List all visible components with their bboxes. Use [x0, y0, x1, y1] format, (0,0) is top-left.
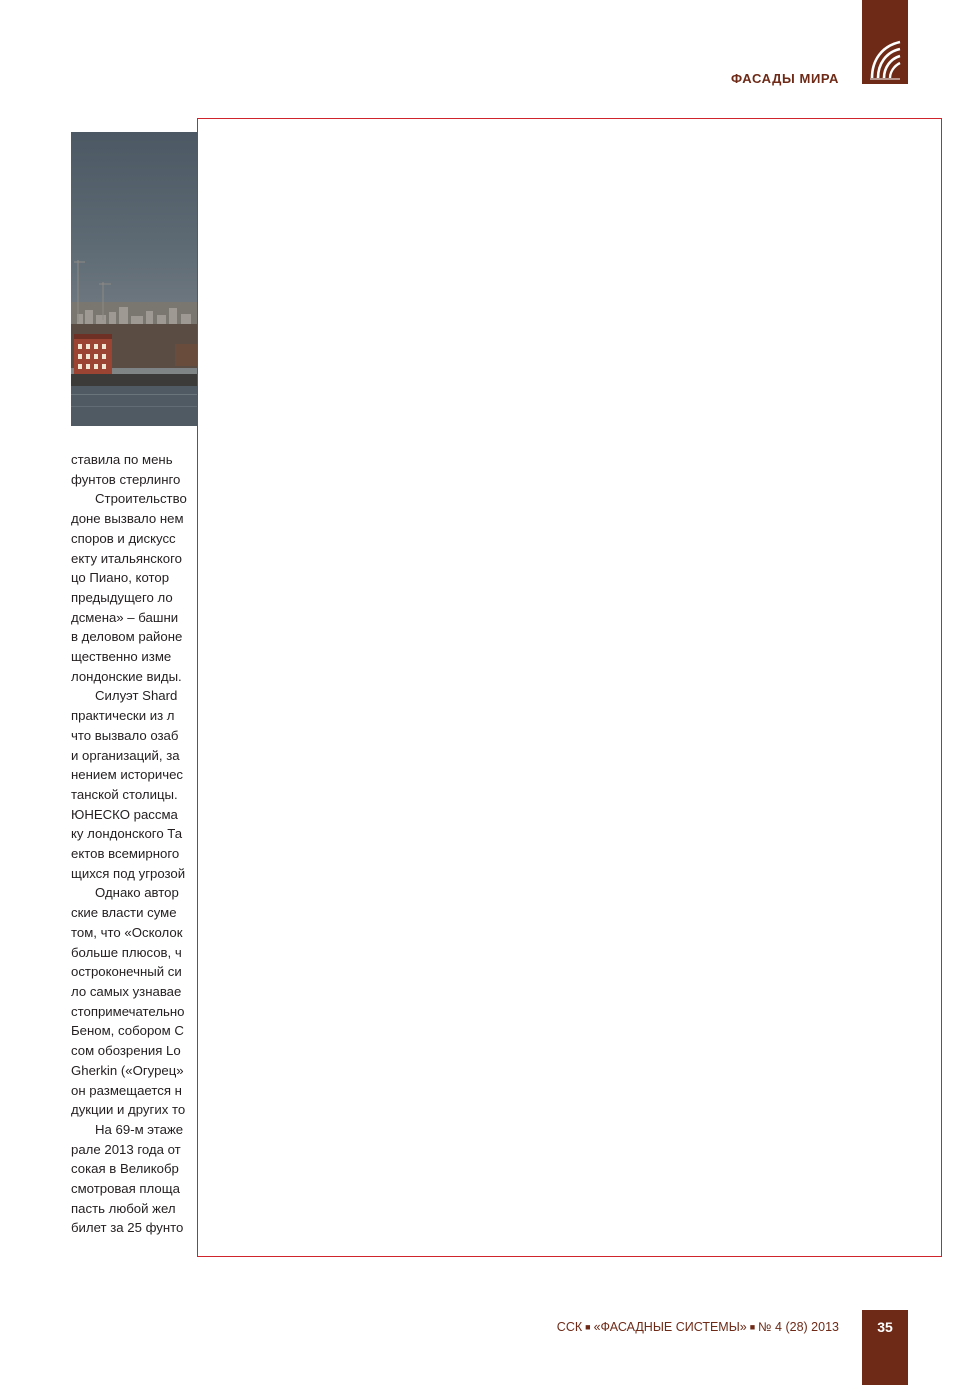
text-line: смотровая площа	[71, 1181, 180, 1197]
footer-tab	[862, 1310, 908, 1385]
section-title: ФАСАДЫ МИРА	[730, 71, 839, 86]
footer-issue: № 4 (28) 2013	[758, 1320, 839, 1334]
text-line: Однако автор	[95, 885, 179, 901]
text-line: в деловом районе	[71, 629, 183, 645]
page-number: 35	[877, 1319, 893, 1335]
text-line: ЮНЕСКО рассма	[71, 806, 178, 822]
text-line: Беном, собором С	[71, 1023, 184, 1039]
text-line: На 69-м этаже	[95, 1121, 184, 1137]
text-line: остроконечный си	[71, 964, 182, 980]
article-column	[71, 450, 199, 1238]
text-line: рале 2013 года от	[71, 1141, 181, 1157]
text-line: практически из л	[71, 708, 175, 724]
text-line: ло самых узнавае	[71, 983, 182, 999]
text-line: сокая в Великобр	[71, 1161, 179, 1177]
footer-publisher: ССК	[556, 1320, 583, 1334]
header-tab	[862, 0, 908, 84]
text-line: что вызвало озаб	[71, 727, 179, 743]
text-line: доне вызвало нем	[71, 511, 184, 527]
text-line: дсмена» – башни	[71, 609, 179, 625]
footer-separator: ■	[585, 1322, 591, 1332]
text-line: дукции и других то	[71, 1102, 186, 1118]
text-line: споров и дискусс	[71, 530, 176, 546]
text-line: предыдущего ло	[71, 589, 173, 605]
text-line: фунтов стерлинго	[71, 471, 181, 487]
text-line: щественно изме	[71, 649, 172, 665]
text-line: цо Пиано, котор	[71, 570, 170, 586]
text-line: Силуэт Shard	[95, 688, 178, 704]
text-line: сом обозрения Lo	[71, 1043, 181, 1059]
curved-stripes-logo-icon	[868, 38, 902, 80]
text-line: ские власти суме	[71, 905, 177, 921]
text-line: больше плюсов, ч	[71, 944, 182, 960]
text-line: Gherkin («Огурец»	[71, 1062, 184, 1078]
text-line: том, что «Осколок	[71, 924, 183, 940]
footer-separator: ■	[749, 1322, 756, 1332]
text-line: билет за 25 фунто	[71, 1220, 184, 1236]
text-line: он размещается н	[71, 1082, 182, 1098]
selection-overlay	[197, 118, 942, 1257]
text-line: нением историчес	[71, 767, 184, 783]
footer-credits	[557, 1320, 839, 1334]
text-line: Строительство	[95, 491, 187, 507]
text-line: щихся под угрозой	[71, 865, 186, 881]
text-line: ставила по мень	[71, 452, 173, 467]
text-line: танской столицы.	[71, 786, 178, 802]
text-line: и организаций, за	[71, 747, 180, 763]
text-line: пасть любой жел	[71, 1200, 176, 1216]
london-skyline-photo	[71, 132, 197, 426]
text-line: стопримечательно	[71, 1003, 185, 1019]
text-line: ку лондонского Та	[71, 826, 183, 842]
text-line: лондонские виды.	[71, 668, 182, 684]
footer-magazine: «ФАСАДНЫЕ СИСТЕМЫ»	[593, 1320, 747, 1334]
text-line: екту итальянского	[71, 550, 182, 566]
text-line: ектов всемирного	[71, 846, 180, 862]
